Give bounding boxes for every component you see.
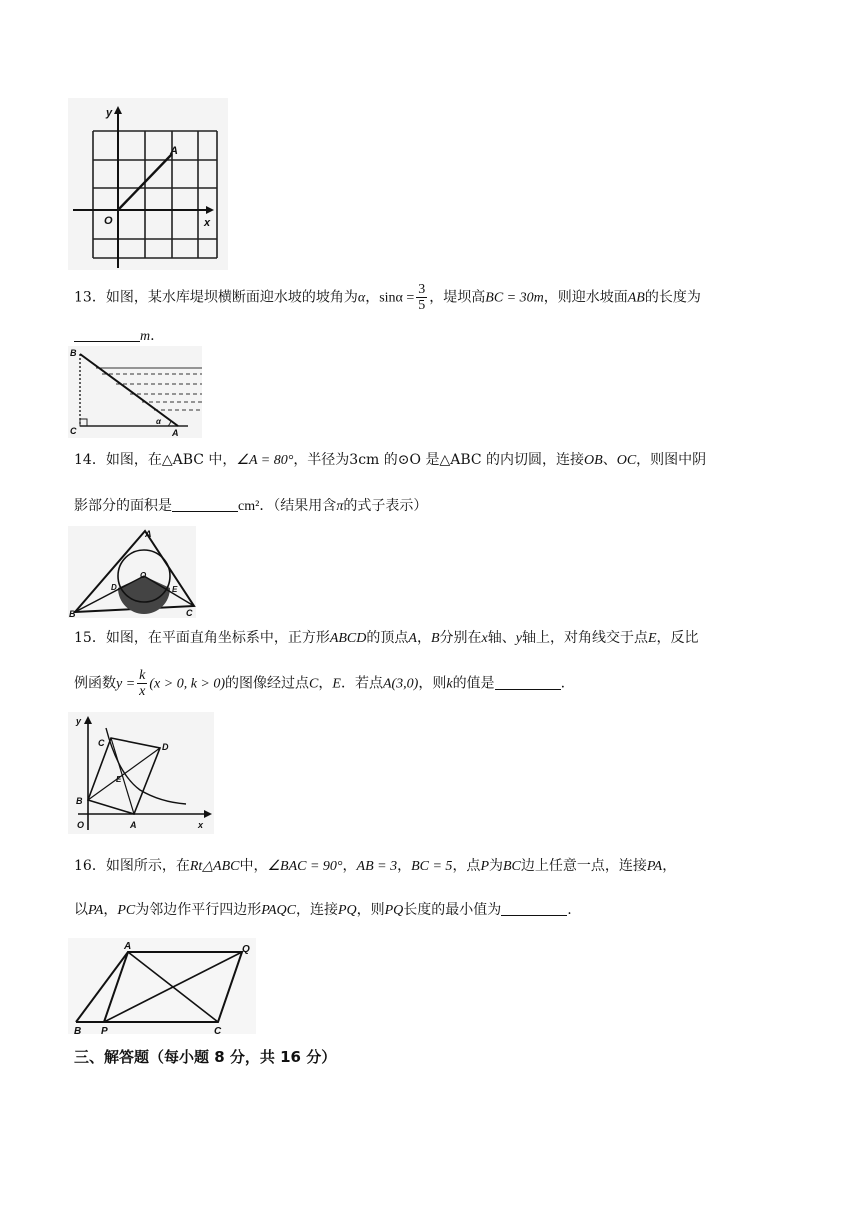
label-d: D	[111, 583, 117, 592]
q16-pa2: PA	[88, 903, 104, 918]
label-y: y	[106, 107, 113, 119]
q16-end1: ，	[662, 858, 677, 874]
q16-text-4: 为	[489, 858, 503, 874]
label-o: O	[104, 215, 113, 227]
q16-paqc: PAQC	[261, 903, 296, 918]
q15-text-4: 轴、	[487, 630, 516, 646]
q14-sep: 、	[602, 452, 617, 468]
figure-incircle-q14	[68, 526, 196, 618]
q16-pq: PQ	[337, 903, 357, 918]
q15-func: y =	[116, 676, 136, 692]
q13-sin: sinα =	[379, 290, 415, 306]
q15-abcd: ABCD	[329, 631, 367, 646]
q16-text-7: 为邻边作平行四边形	[135, 902, 262, 918]
q16-pq2: PQ	[384, 903, 404, 918]
q16-sep: ，	[342, 858, 357, 874]
q15-b: B	[430, 631, 440, 646]
label-o: O	[140, 571, 147, 580]
q14-unit: cm²	[238, 499, 260, 514]
q16-p: P	[480, 859, 489, 874]
label-b: B	[69, 609, 76, 618]
q15-x: x	[481, 631, 488, 646]
q16-bc2: BC	[503, 859, 521, 874]
label-a: A	[172, 428, 179, 438]
q15-x-denominator: x	[139, 684, 146, 699]
label-b: B	[74, 1026, 82, 1034]
question-14	[74, 450, 798, 522]
label-q: Q	[242, 944, 250, 955]
q16-text-9: ，则	[356, 902, 385, 918]
question-15	[74, 628, 798, 708]
label-d: D	[162, 742, 169, 752]
q13-text-2: ，堤坝高	[429, 289, 486, 306]
label-c: C	[186, 608, 193, 618]
q15-text-1: 15．如图，在平面直角坐标系中，正方形	[74, 630, 330, 646]
q16-answer-blank[interactable]	[501, 901, 567, 916]
q13-fraction	[416, 282, 427, 313]
label-e: E	[172, 585, 178, 594]
q16-pc: PC	[117, 903, 136, 918]
q16-angle: ∠BAC = 90°	[267, 859, 343, 874]
q15-text-10: ，则	[418, 675, 447, 692]
q16-ab: AB = 3	[356, 859, 398, 874]
q13-text-3: ，则迎水坡面	[543, 289, 628, 306]
q13-answer-blank[interactable]	[74, 327, 140, 342]
q14-text-1: 14．如图，在△ABC 中，	[74, 452, 237, 468]
q16-text-2: 中，	[239, 858, 268, 874]
q13-sep: ，	[365, 289, 380, 306]
label-a: A	[124, 941, 132, 952]
q15-sep2: ，	[318, 675, 333, 692]
section-heading-3: 三、解答题（每小题 8 分，共 16 分）	[74, 1048, 337, 1066]
q13-end: .	[150, 328, 155, 344]
q13-numerator: 3	[418, 282, 426, 297]
q16-sep3: ，	[103, 902, 118, 918]
q13-bc: BC = 30m	[485, 290, 544, 306]
q16-end: .	[567, 902, 572, 918]
q15-y: y	[515, 631, 522, 646]
q14-ob: OB	[584, 453, 603, 468]
q15-e: E	[647, 631, 657, 646]
q15-text-2: 的顶点	[366, 630, 409, 646]
q15-text-11: 的值是	[452, 675, 495, 692]
q15-k-numerator: k	[139, 668, 146, 683]
q15-text-8: 的图像经过点	[225, 675, 310, 692]
q16-bc: BC = 5	[411, 859, 453, 874]
q13-alpha: α	[357, 290, 366, 306]
q15-text-7: 例函数	[74, 675, 116, 692]
label-a: A	[170, 145, 178, 157]
q15-end: .	[560, 675, 566, 692]
q14-text-2: ，半径为3cm 的⊙O 是△ABC 的内切圆，连接	[293, 452, 585, 468]
q13-ab: AB	[627, 290, 645, 306]
q16-text-8: ，连接	[295, 902, 338, 918]
q15-a: A	[408, 631, 417, 646]
q15-sep: ，	[416, 630, 431, 646]
figure-parallelogram-q16	[68, 938, 256, 1034]
q15-text-5: 轴上，对角线交于点	[521, 630, 648, 646]
label-alpha: α	[156, 417, 161, 426]
label-b: B	[70, 348, 77, 358]
figure-grid-q12	[68, 98, 228, 270]
question-13	[74, 276, 798, 346]
label-c: C	[70, 426, 77, 436]
label-a: A	[130, 820, 137, 830]
q13-text-1: 13．如图，某水库堤坝横断面迎水坡的坡角为	[74, 289, 358, 306]
q15-text-9: ．若点	[340, 675, 383, 692]
label-o: O	[77, 820, 85, 830]
q14-answer-blank[interactable]	[172, 497, 238, 512]
q14-oc: OC	[616, 453, 637, 468]
q13-text-4: 的长度为	[644, 289, 701, 306]
q15-fraction	[137, 668, 147, 699]
label-x: x	[204, 217, 211, 229]
q16-text-3: ，点	[452, 858, 481, 874]
figure-dam-q13	[68, 346, 202, 438]
q14-pi: π	[336, 499, 344, 514]
q16-text-5: 边上任意一点，连接	[520, 858, 647, 874]
q15-answer-blank[interactable]	[495, 675, 561, 690]
question-16	[74, 856, 798, 926]
label-c: C	[98, 738, 105, 748]
label-y: y	[76, 716, 82, 726]
label-p: P	[101, 1026, 108, 1034]
q15-text-6: ，反比	[656, 630, 699, 646]
q14-text-3: ，则图中阴	[636, 452, 707, 468]
q15-text-3: 分别在	[439, 630, 482, 646]
q14-text-5: ．（结果用含	[259, 498, 337, 514]
q15-point-a: A(3,0)	[382, 676, 419, 692]
q13-unit: m	[140, 329, 151, 344]
q16-text-6: 以	[74, 902, 88, 918]
label-b: B	[76, 796, 83, 806]
q16-text-1: 16．如图所示，在	[74, 858, 190, 874]
q14-angle: ∠A = 80°	[236, 453, 294, 468]
q16-text-10: 长度的最小值为	[403, 902, 502, 918]
label-x: x	[198, 820, 204, 830]
q16-rt: Rt△ABC	[189, 859, 240, 874]
q13-denominator: 5	[418, 298, 426, 313]
q14-text-4: 影部分的面积是	[74, 498, 172, 514]
figure-square-q15	[68, 712, 214, 834]
label-e: E	[116, 775, 122, 784]
q15-c: C	[309, 676, 319, 692]
q16-sep2: ，	[397, 858, 412, 874]
q15-condition: (x > 0, k > 0)	[149, 676, 226, 692]
q15-e2: E	[332, 676, 341, 692]
q16-pa: PA	[646, 859, 663, 874]
q14-text-6: 的式子表示）	[343, 498, 428, 514]
label-c: C	[214, 1026, 222, 1034]
label-a: A	[145, 529, 152, 539]
q15-k: k	[446, 676, 453, 692]
